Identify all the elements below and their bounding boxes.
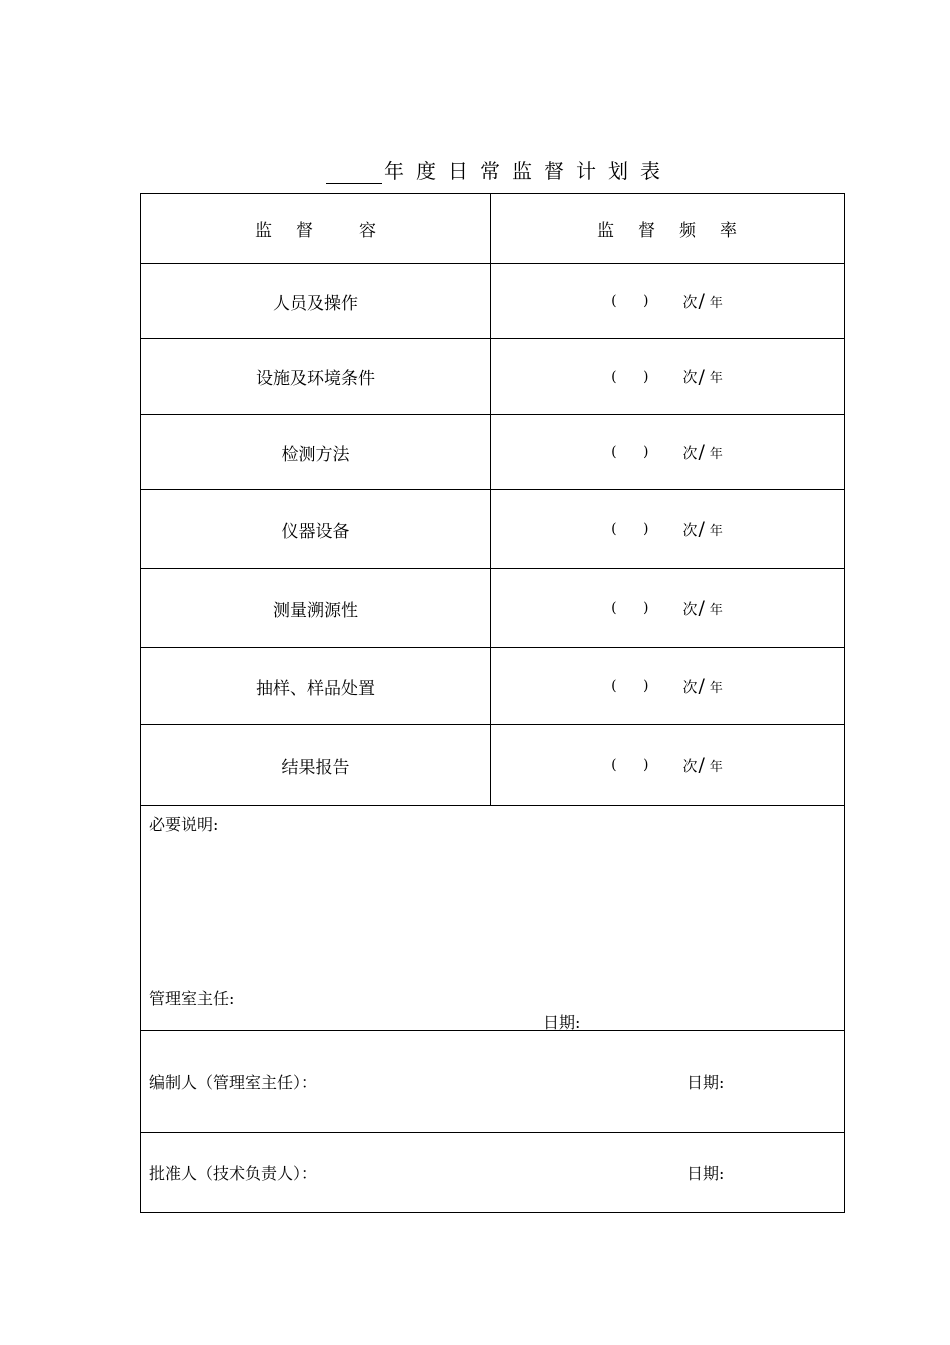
frequency-cell[interactable]	[490, 490, 844, 568]
frequency-paren: ( )	[611, 600, 649, 616]
table-row	[141, 339, 844, 415]
frequency-cell[interactable]	[490, 415, 844, 489]
frequency-unit: 次	[682, 756, 698, 775]
header-frequency-char: 率	[720, 221, 737, 241]
table-row	[141, 264, 844, 339]
frequency-year: 年	[709, 680, 723, 696]
header-content-char: 容	[359, 221, 376, 241]
frequency-slash: /	[698, 290, 705, 312]
row-item: 抽样、样品处置	[141, 648, 491, 724]
frequency-slash: /	[698, 675, 705, 697]
frequency-year: 年	[709, 523, 723, 539]
frequency-year: 年	[709, 759, 723, 775]
approver-label: 批准人（技术负责人）：	[149, 1164, 318, 1183]
frequency-paren: ( )	[611, 444, 649, 460]
notes-section[interactable]	[141, 806, 844, 1031]
table-row	[141, 569, 844, 648]
frequency-slash: /	[698, 754, 705, 776]
frequency-slash: /	[698, 518, 705, 540]
frequency-cell[interactable]	[490, 264, 844, 338]
frequency-unit: 次	[682, 443, 698, 462]
table-row	[141, 648, 844, 725]
table-row	[141, 725, 844, 806]
approver-signoff-row[interactable]	[141, 1133, 844, 1212]
row-item: 人员及操作	[141, 264, 491, 338]
frequency-year: 年	[709, 295, 723, 311]
frequency-paren: ( )	[611, 521, 649, 537]
header-frequency-char: 督	[638, 221, 655, 241]
frequency-cell[interactable]	[490, 725, 844, 805]
frequency-paren: ( )	[611, 368, 649, 385]
header-frequency-char: 频	[679, 221, 696, 241]
frequency-unit: 次	[682, 520, 698, 539]
manager-label: 管理室主任:	[149, 989, 235, 1008]
frequency-cell[interactable]	[490, 569, 844, 647]
frequency-unit: 次	[682, 292, 698, 311]
title-text: 年度日常监督计划表	[384, 159, 672, 183]
frequency-paren: ( )	[611, 678, 649, 694]
row-item: 结果报告	[141, 725, 491, 805]
frequency-slash: /	[698, 441, 705, 463]
approver-date-label: 日期:	[687, 1164, 725, 1183]
frequency-slash: /	[698, 365, 705, 388]
manager-date-label: 日期:	[543, 1013, 581, 1032]
header-content	[141, 194, 491, 263]
header-content-char: 监	[255, 221, 272, 241]
frequency-paren: ( )	[611, 757, 649, 773]
frequency-unit: 次	[682, 599, 698, 618]
table-header-row	[141, 194, 844, 264]
page-title	[0, 152, 950, 184]
frequency-paren: ( )	[611, 293, 649, 309]
frequency-year: 年	[709, 446, 723, 462]
table-row	[141, 415, 844, 490]
row-item: 仪器设备	[141, 490, 491, 568]
frequency-slash: /	[698, 597, 705, 619]
notes-label: 必要说明:	[149, 815, 219, 834]
frequency-unit: 次	[682, 368, 698, 386]
compiler-date-label: 日期:	[687, 1073, 725, 1092]
compiler-signoff-row[interactable]	[141, 1031, 844, 1133]
supervision-plan-table	[140, 193, 845, 1213]
compiler-label: 编制人（管理室主任）：	[149, 1073, 318, 1092]
header-frequency-char: 监	[597, 221, 614, 241]
row-item: 检测方法	[141, 415, 491, 489]
header-content-char: 督	[296, 221, 313, 241]
table-row	[141, 490, 844, 569]
frequency-cell[interactable]	[490, 648, 844, 724]
header-frequency	[490, 194, 844, 263]
frequency-year: 年	[709, 371, 723, 386]
frequency-cell[interactable]	[490, 339, 844, 414]
frequency-unit: 次	[682, 677, 698, 696]
frequency-year: 年	[709, 602, 723, 618]
row-item: 测量溯源性	[141, 569, 491, 647]
year-blank[interactable]	[326, 161, 382, 184]
row-item: 设施及环境条件	[141, 339, 491, 414]
